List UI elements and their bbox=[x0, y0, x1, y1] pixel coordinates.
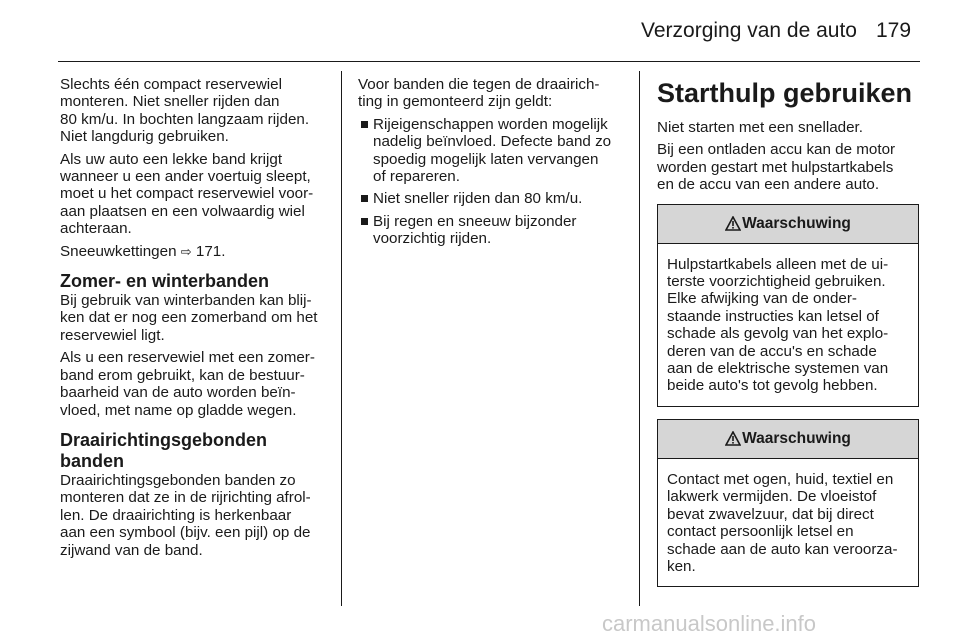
list-item: Niet sneller rijden dan 80 km/u. bbox=[358, 190, 626, 207]
paragraph-spare-wheel: Slechts één compact reservewiel monteren. Niet sneller rijden dan 80 km/u. In bochten langzaam rijden. Niet langdurig gebruiken. bbox=[60, 76, 310, 146]
warning-triangle-icon bbox=[725, 431, 741, 446]
page-reference-icon: ⇨ bbox=[180, 243, 192, 259]
heading-directional-tyres: Draairichtingsgebonden banden bbox=[60, 429, 268, 471]
column-divider-1 bbox=[341, 71, 342, 606]
column-left bbox=[60, 76, 328, 564]
paragraph-reverse-mounted: Voor banden die tegen de draairich- ting in gemonteerd zijn geldt: bbox=[358, 76, 600, 111]
warning-header bbox=[658, 205, 918, 244]
section-title: Starthulp gebruiken bbox=[657, 78, 913, 108]
paragraph-winter-tyres: Bij gebruik van winterbanden kan blij- ken dat er nog een zomerband om het reservewiel ligt. bbox=[60, 292, 318, 344]
warning-title: Waarschuwing bbox=[742, 214, 851, 232]
warning-title: Waarschuwing bbox=[742, 430, 851, 448]
warning-text: Hulpstartkabels alleen met de ui- terste voorzichtigheid gebruiken. Elke afwijking van de onder- staande instructies kan letsel of schade als gevolg van het explo- deren van de accu's en schade aan de elektrische systemen van beide auto's tot gevolg hebben. bbox=[667, 255, 889, 395]
paragraph-directional-tyres: Draairichtingsgebonden banden zo monteren dat ze in de rijrichting afrol- len. De draairichting is herkenbaar aan een symbool (bijv. een pijl) op de zijwand van de band. bbox=[60, 471, 311, 559]
column-right bbox=[657, 78, 920, 587]
warning-text: Contact met ogen, huid, textiel en lakwerk vermijden. De vloeistof bevat zwavelzuur, dat bij direct contact persoonlijk letsel en schade aan de auto kan veroorza- ken. bbox=[667, 470, 898, 575]
column-divider-2 bbox=[639, 71, 640, 606]
paragraph-no-fast-charger: Niet starten met een snellader. bbox=[657, 119, 863, 136]
paragraph-jump-start: Bij een ontladen accu kan de motor worden gestart met hulpstartkabels en de accu van een andere auto. bbox=[657, 141, 896, 194]
warning-box bbox=[657, 204, 919, 407]
column-middle bbox=[358, 76, 626, 253]
page-header-title: Verzorging van de auto bbox=[641, 19, 857, 42]
list-item: Bij regen en sneeuw bijzonder voorzichtig rijden. bbox=[358, 213, 626, 248]
bullet-icon bbox=[361, 195, 368, 202]
warning-header bbox=[658, 420, 918, 459]
bullet-icon bbox=[361, 218, 368, 225]
list-item: Rijeigenschappen worden mogelijk nadelig beïnvloed. Defecte band zo spoedig mogelijk laten vervangen of repareren. bbox=[358, 116, 626, 186]
page-number: 179 bbox=[876, 19, 912, 42]
watermark: carmanualsonline.info bbox=[602, 611, 817, 636]
warning-box bbox=[657, 419, 919, 587]
bullet-icon bbox=[361, 121, 368, 128]
warning-triangle-icon bbox=[725, 216, 741, 231]
heading-winter-tyres: Zomer- en winterbanden bbox=[60, 271, 270, 292]
header-rule bbox=[58, 61, 920, 62]
cross-reference-snow-chains[interactable]: Sneeuwkettingen ⇨ 171. bbox=[60, 242, 226, 260]
paragraph-summer-spare: Als u een reservewiel met een zomer- band erom gebruikt, kan de bestuur- baarheid van de auto worden beïn- vloed, met name op gladde wegen. bbox=[60, 349, 315, 419]
paragraph-towing: Als uw auto een lekke band krijgt wanneer u een ander voertuig sleept, moet u het compact reservewiel voor- aan plaatsen en een volwaardig wiel achteraan. bbox=[60, 150, 314, 238]
